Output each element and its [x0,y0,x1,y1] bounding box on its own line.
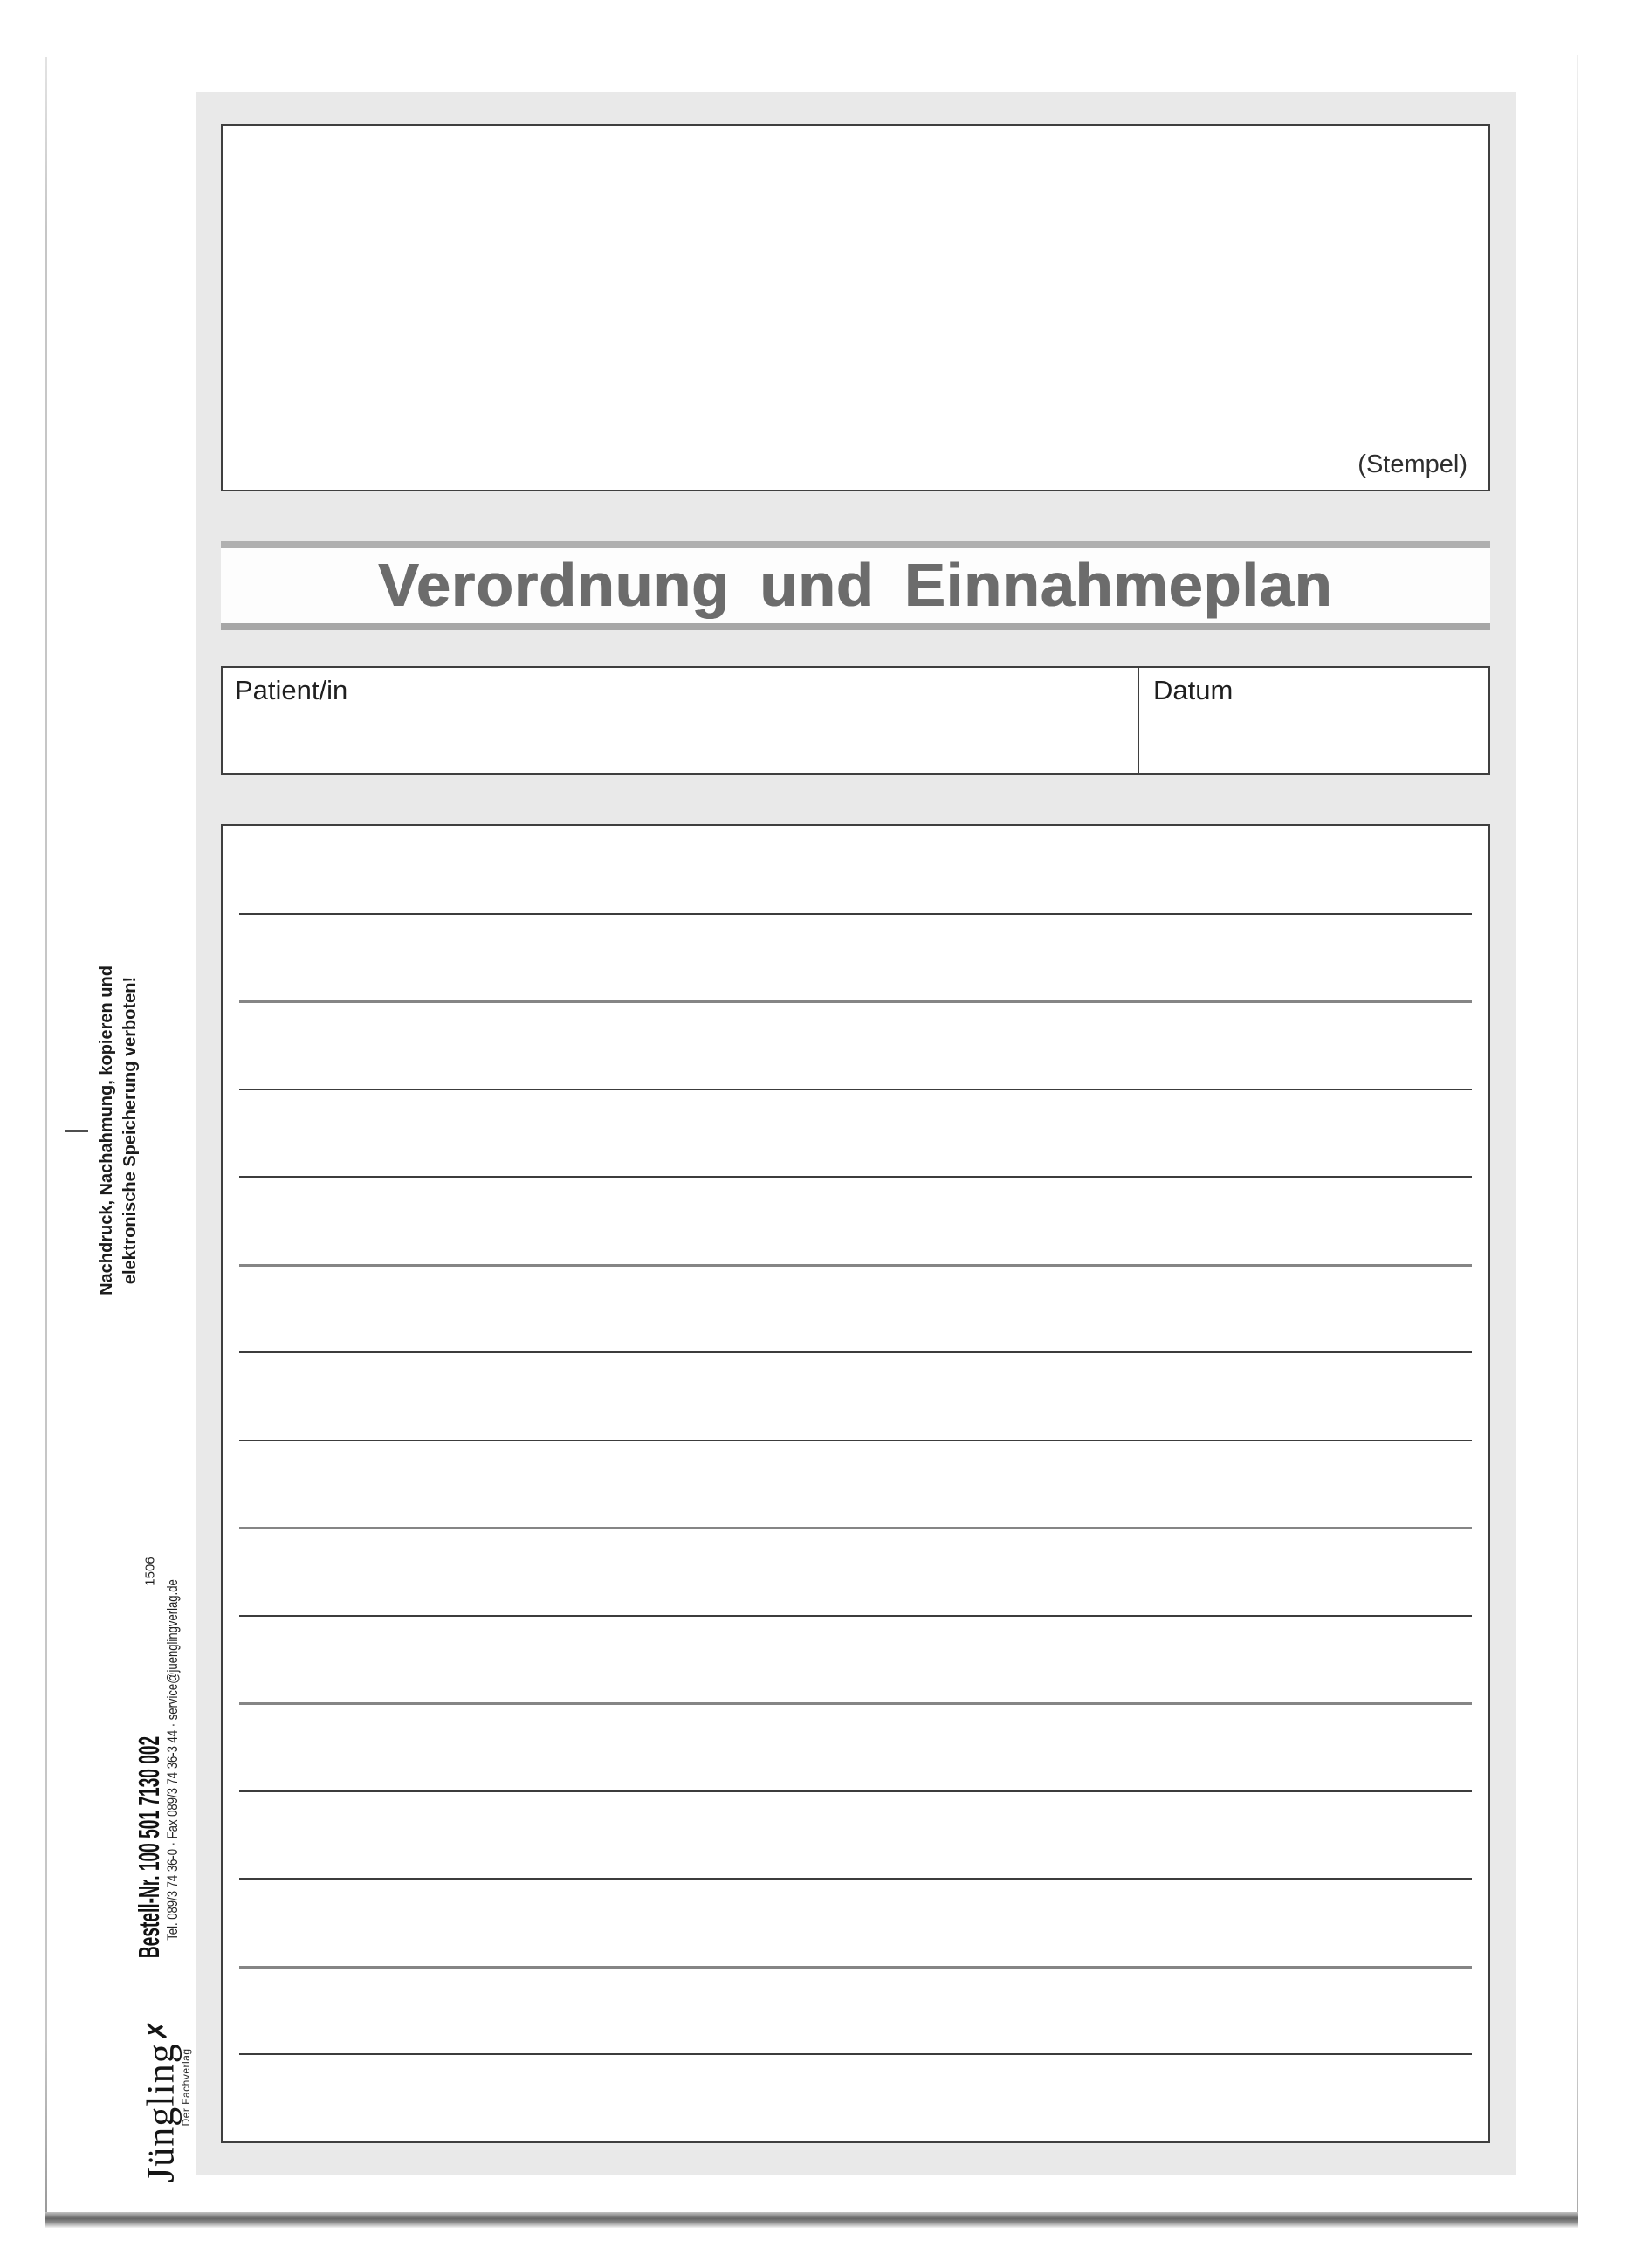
copyright-notice [95,921,142,1340]
note-writing-line [239,1440,1472,1441]
publisher-name: Jüngling [139,2043,182,2182]
note-writing-line [239,1527,1472,1529]
title-band [221,541,1490,630]
stamp-area [221,124,1490,491]
note-writing-line [239,1351,1472,1353]
stamp-hint-label: (Stempel) [1358,450,1467,478]
title-background [221,548,1490,623]
note-writing-line [239,1966,1472,1969]
copyright-line1: Nachdruck, Nachahmung, kopieren und [97,966,116,1296]
paper-bottom-shadow [45,2212,1578,2228]
form-title: Verordnung und Einnahmeplan [378,551,1333,619]
note-writing-line [239,1176,1472,1178]
notes-area [221,824,1490,2143]
form-number: 1506 [142,1557,158,1586]
note-writing-line [239,1615,1472,1617]
note-writing-line [239,1702,1472,1705]
publisher-contact: Tel. 089/3 74 36-0 · Fax 089/3 74 36-3 44 · service@juenglingverlag.de [164,1579,181,1941]
patient-label: Patient/in [235,675,348,705]
note-writing-line [239,913,1472,915]
note-writing-line [239,1000,1472,1003]
fold-mark [65,1130,88,1132]
title-bottom-rule [221,623,1490,630]
paper-right-edge [1577,55,1578,2213]
title-top-rule [221,541,1490,548]
note-writing-line [239,2053,1472,2055]
copyright-line2: elektronische Speicherung verboten! [120,976,140,1285]
note-writing-line [239,1878,1472,1880]
note-writing-line [239,1264,1472,1267]
patient-date-divider [1138,668,1139,773]
date-label: Datum [1153,675,1234,705]
patient-date-row [221,666,1490,775]
jungling-logo-mark-icon: ✗ [142,2018,174,2042]
order-number: Bestell-Nr. 100 501 7130 002 [133,1735,165,1959]
note-writing-line [239,1790,1472,1792]
paper-left-edge [45,57,47,2213]
note-writing-line [239,1089,1472,1090]
publisher-logo [139,2018,183,2182]
publisher-tagline: Der Fachverlag [180,2048,192,2127]
